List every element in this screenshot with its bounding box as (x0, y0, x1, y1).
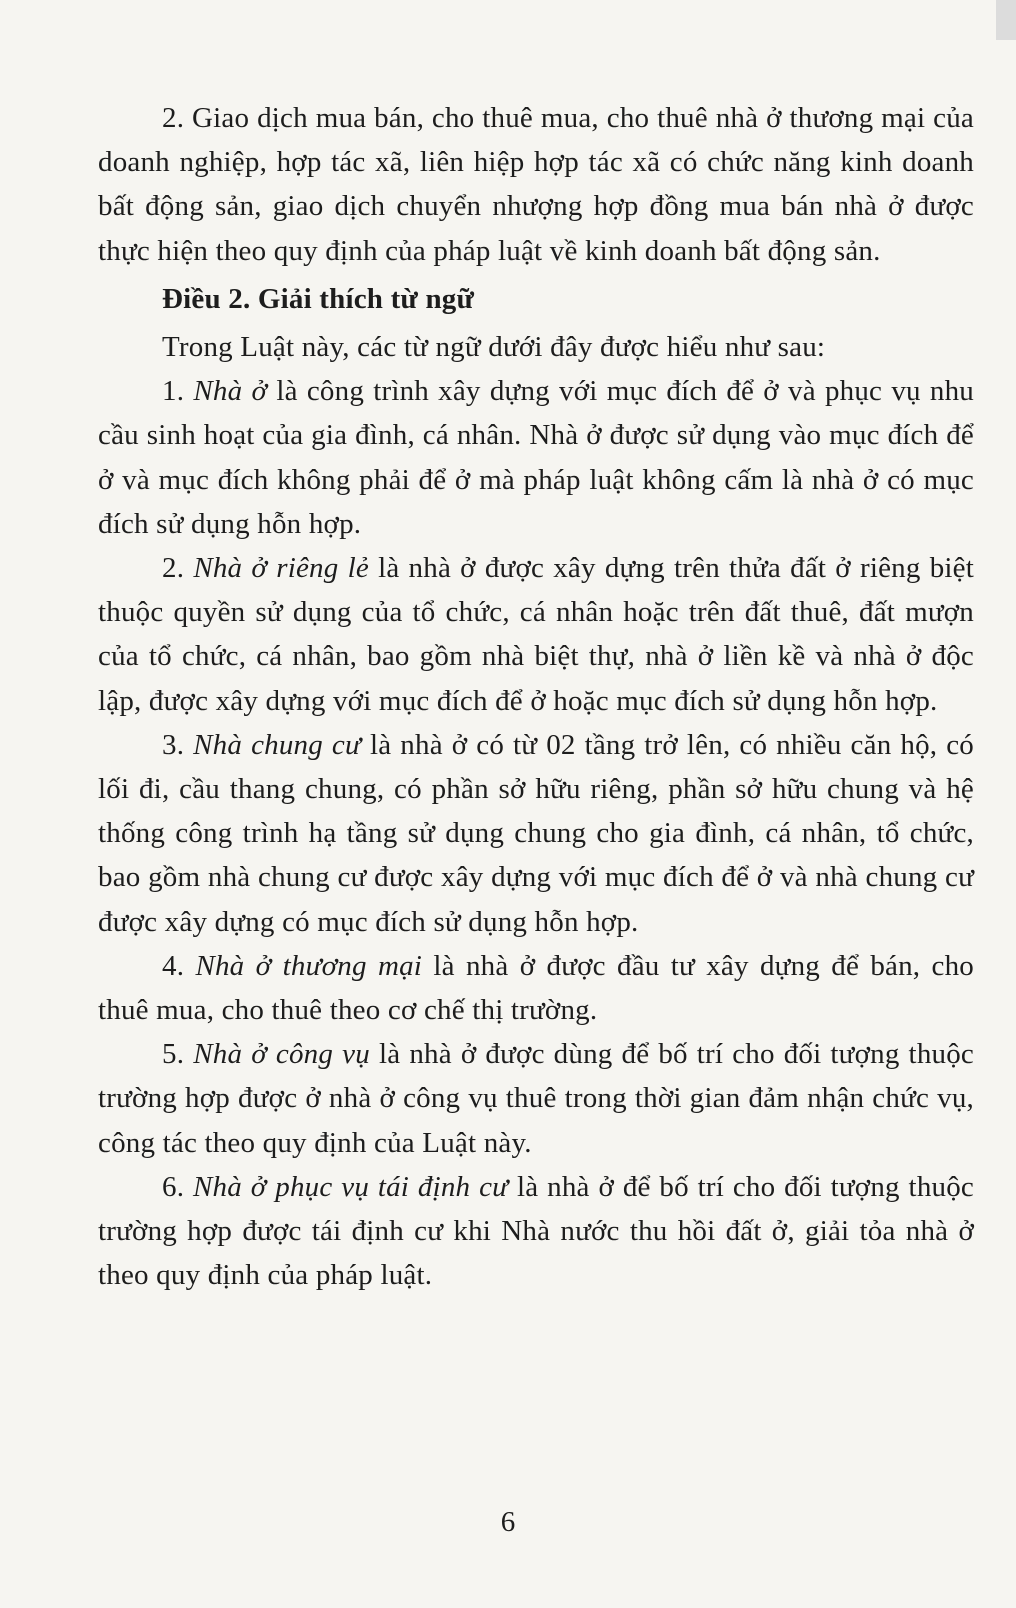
definition-term: Nhà ở công vụ (193, 1038, 370, 1071)
definition-number: 3. (162, 728, 194, 761)
definition-number: 1. (162, 375, 194, 408)
definition-6 (98, 1165, 974, 1298)
paragraph-clause-2: 2. Giao dịch mua bán, cho thuê mua, cho thuê nhà ở thương mại của doanh nghiệp, hợp tác xã, liên hiệp hợp tác xã có chức năng kinh doanh bất động sản, giao dịch chuyển nhượng hợp đồng mua bán nhà ở được thực hiện theo quy định của pháp luật về kinh doanh bất động sản. (98, 102, 974, 267)
definition-3 (98, 723, 974, 944)
article-heading: Điều 2. Giải thích từ ngữ (162, 282, 475, 315)
definition-1 (98, 369, 974, 546)
definition-term: Nhà ở (193, 375, 268, 408)
definition-term: Nhà chung cư (193, 728, 362, 761)
article-intro: Trong Luật này, các từ ngữ dưới đây được hiểu như sau: (162, 331, 826, 364)
definition-term: Nhà ở riêng lẻ (193, 552, 369, 585)
definition-2 (98, 546, 974, 723)
definition-term: Nhà ở phục vụ tái định cư (192, 1170, 509, 1203)
page-content (98, 96, 974, 1297)
definition-text: là nhà ở để bố trí cho đối tượng thuộc trường hợp được tái định cư khi Nhà nước thu hồi đất ở, giải tỏa nhà ở theo quy định của pháp luật. (98, 1170, 974, 1292)
definition-number: 4. (162, 949, 196, 982)
definition-number: 6. (162, 1170, 193, 1203)
definition-4 (98, 944, 974, 1032)
page-edge-shadow (996, 0, 1016, 40)
definition-number: 5. (162, 1038, 194, 1071)
definition-5 (98, 1032, 974, 1165)
definition-text: là nhà ở được xây dựng trên thửa đất ở riêng biệt thuộc quyền sử dụng của tổ chức, cá nhân hoặc trên đất thuê, đất mượn của tổ chức, cá nhân, bao gồm nhà biệt thự, nhà ở liền kề và nhà ở độc lập, được xây dựng với mục đích để ở hoặc mục đích sử dụng hỗn hợp. (98, 552, 975, 717)
definition-text: là nhà ở có từ 02 tầng trở lên, có nhiều căn hộ, có lối đi, cầu thang chung, có phần sở hữu riêng, phần sở hữu chung và hệ thống công trình hạ tầng sử dụng chung cho gia đình, cá nhân, tổ chức, bao gồm nhà chung cư được xây dựng với mục đích để ở và nhà chung cư được xây dựng có mục đích sử dụng hỗn hợp. (98, 728, 974, 938)
definition-number: 2. (162, 552, 194, 585)
definition-text: là nhà ở được đầu tư xây dựng để bán, cho thuê mua, cho thuê theo cơ chế thị trường. (98, 949, 975, 1027)
definition-text: là công trình xây dựng với mục đích để ở và phục vụ nhu cầu sinh hoạt của gia đình, cá nhân. Nhà ở được sử dụng vào mục đích để ở và mục đích không phải để ở mà pháp luật không cấm là nhà ở có mục đích sử dụng hỗn hợp. (98, 375, 974, 540)
page-number: 6 (500, 1506, 516, 1538)
definition-text: là nhà ở được dùng để bố trí cho đối tượng thuộc trường hợp được ở nhà ở công vụ thuê trong thời gian đảm nhận chức vụ, công tác theo quy định của Luật này. (98, 1038, 974, 1159)
definition-term: Nhà ở thương mại (195, 949, 423, 982)
